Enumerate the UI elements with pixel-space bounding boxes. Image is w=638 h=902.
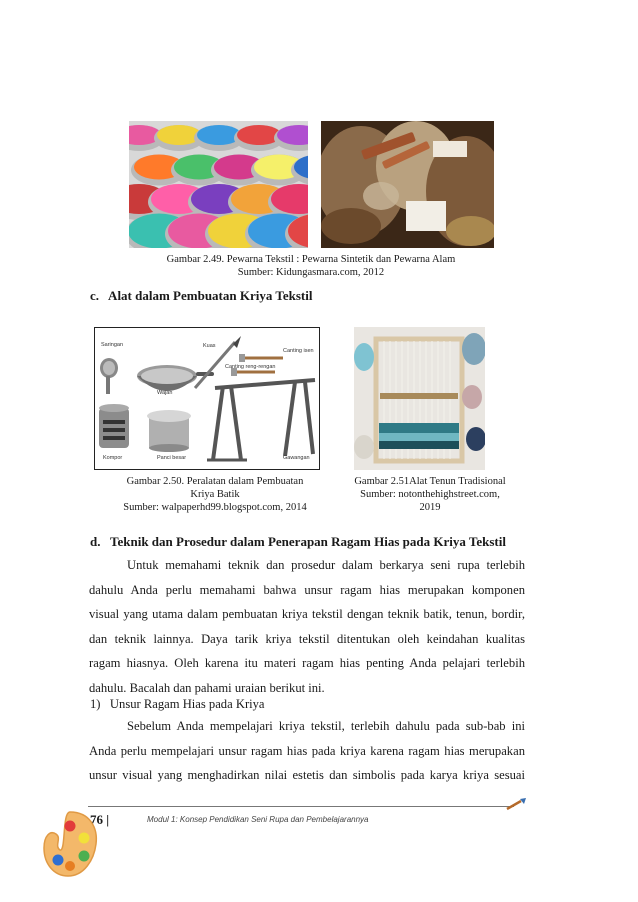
- footer-rule: [88, 806, 514, 807]
- fig250-caption-source: Sumber: walpaperhd99.blogspot.com, 2014: [123, 502, 307, 513]
- label-canting-isen: Canting isen: [283, 348, 314, 354]
- section-c-heading: c. Alat dalam Pembuatan Kriya Tekstil: [90, 288, 313, 303]
- brush-icon: [505, 797, 527, 816]
- label-kuas: Kuas: [203, 343, 216, 349]
- dye-bowls-illustration: [129, 121, 308, 248]
- fig250-caption-title-2: Kriya Batik: [190, 489, 240, 500]
- label-gawangan: Gawangan: [283, 455, 310, 461]
- palette-icon: [40, 808, 100, 885]
- para-line: Anda perlu mempelajari unsur ragam hias pada kriya karena ragam hias merupakan: [89, 743, 525, 758]
- fig250-caption-title: Gambar 2.50. Peralatan dalam Pembuatan: [126, 476, 304, 487]
- traditional-loom-photo: [354, 327, 485, 470]
- synthetic-dye-photo: [129, 121, 308, 248]
- label-kompor: Kompor: [103, 455, 123, 461]
- page-number: 76 |: [90, 812, 110, 827]
- label-saringan: Saringan: [101, 342, 124, 348]
- para-line: Untuk memahami teknik dan prosedur dalam berkarya seni rupa terlebih: [127, 558, 525, 572]
- natural-dye-photo: [321, 121, 494, 248]
- fig250-caption: [100, 475, 330, 514]
- para-line: Sebelum Anda mempelajari kriya tekstil, terlebih dahulu pada sub-bab ini: [127, 719, 525, 733]
- fig251-caption-source: Sumber: notonthehighstreet.com,: [360, 489, 500, 500]
- loom-illustration: [354, 327, 485, 470]
- natural-dye-bags-illustration: [321, 121, 494, 248]
- fig249-caption-source: Sumber: Kidungasmara.com, 2012: [237, 267, 385, 278]
- fig249-caption: [130, 253, 492, 279]
- label-canting-reng: Canting reng-rengan: [225, 364, 276, 370]
- section-d-heading: d. Teknik dan Prosedur dalam Penerapan Ragam Hias pada Kriya Tekstil: [90, 534, 506, 549]
- batik-tools-figure: [94, 327, 320, 470]
- section-d-paragraph: [89, 553, 525, 700]
- para-line: unsur visual yang menghadirkan nilai estetis dan simbolis pada karya kriya sesuai: [89, 768, 525, 782]
- fig251-caption-source-2: 2019: [419, 502, 441, 513]
- subsection-1-paragraph: [89, 714, 525, 788]
- para-line: dan teknik lainnya. Daya tarik kriya tekstil ditentukan oleh keindahan kualitas: [89, 631, 525, 646]
- fig251-caption: [335, 475, 525, 514]
- para-line: dahulu Anda perlu memahami bahwa unsur ragam hias merupakan komponen: [89, 582, 525, 597]
- para-line: dahulu. Bacalah dan pahami uraian berikut ini.: [89, 680, 325, 695]
- subsection-1-heading: 1) Unsur Ragam Hias pada Kriya: [90, 697, 265, 711]
- para-line: ragam hiasnya. Oleh karena itu materi ragam hias penting Anda pelajari terlebih: [89, 656, 525, 670]
- module-title: Modul 1: Konsep Pendidikan Seni Rupa dan Pembelajarannya: [147, 815, 369, 824]
- fig251-caption-title: Gambar 2.51Alat Tenun Tradisional: [354, 476, 506, 487]
- para-line: visual yang utama dalam pembuatan kriya tekstil dengan teknik batik, tenun, bordir,: [89, 607, 525, 621]
- fig249-caption-title: Gambar 2.49. Pewarna Tekstil : Pewarna Sintetik dan Pewarna Alam: [166, 254, 456, 265]
- label-wajan: Wajan: [157, 390, 173, 396]
- label-panci: Panci besar: [157, 455, 187, 461]
